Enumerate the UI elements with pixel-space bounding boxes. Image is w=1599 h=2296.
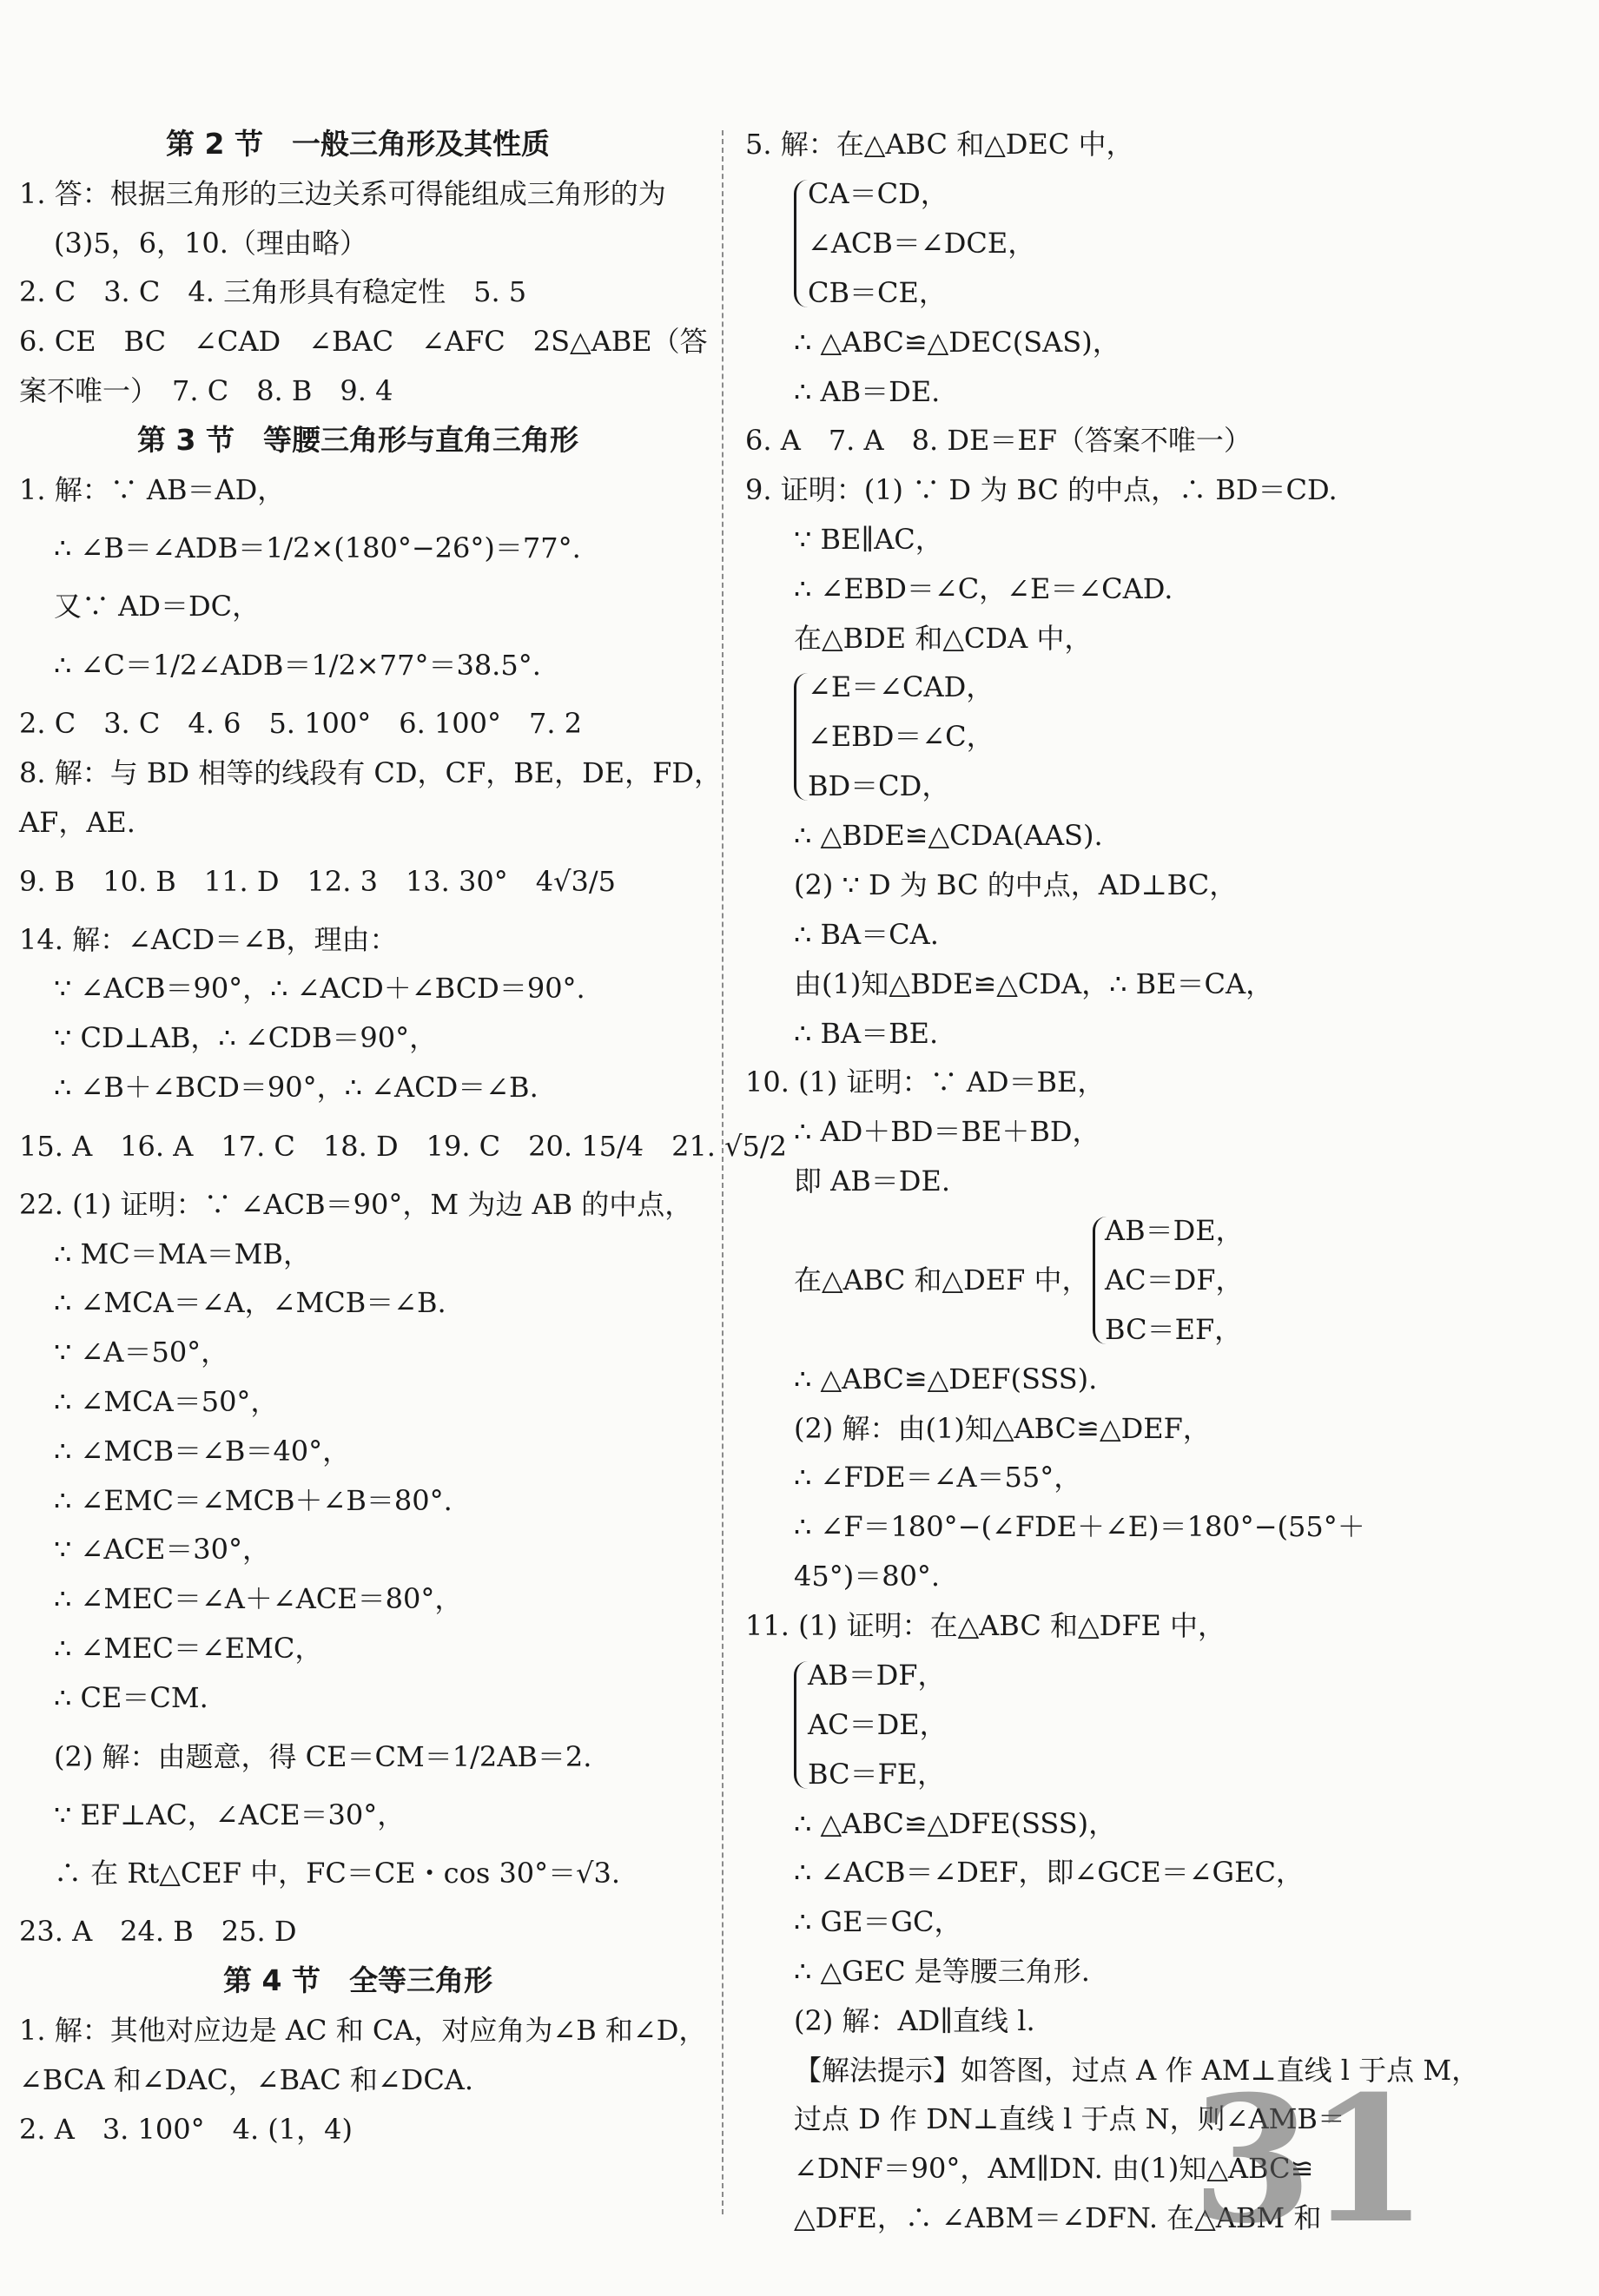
answer-line: ∴ ∠FDE＝∠A＝55°， [794,1461,1082,1494]
answer-line: △DFE，∴ ∠ABM＝∠DFN. 在△ABM 和 [794,2200,1322,2234]
answer-line: ∴ ∠B＋∠BCD＝90°，∴ ∠ACD＝∠B. [54,1070,539,1104]
answer-line: AF，AE. [19,805,135,839]
system-row: AB＝DE， [1105,1213,1244,1247]
answer-line: ∴ GE＝GC， [794,1905,962,1939]
answer-line: ∴ ∠MCB＝∠B＝40°， [54,1434,351,1468]
answer-line: 6. A 7. A 8. DE＝EF（答案不唯一） [745,424,1252,458]
answer-line: ∴ CE＝CM. [54,1680,208,1714]
answer-line: 9. B 10. B 11. D 12. 3 13. 30° 4√3/5 [19,864,616,898]
answer-line: ∵ CD⊥AB，∴ ∠CDB＝90°， [54,1021,438,1055]
answer-line: 23. A 24. B 25. D [19,1915,297,1949]
answer-line: 5. 解：在△ABC 和△DEC 中， [745,128,1134,161]
system-row: AC＝DE， [808,1707,948,1741]
answer-line: ∴ ∠MEC＝∠A＋∠ACE＝80°， [54,1582,463,1616]
answer-line: 22. (1) 证明：∵ ∠ACB＝90°，M 为边 AB 的中点， [19,1187,693,1221]
system-row: AB＝DF， [808,1658,946,1692]
answer-line: 1. 解：其他对应边是 AC 和 CA，对应角为∠B 和∠D， [19,2013,707,2047]
answer-line: 即 AB＝DE. [794,1164,950,1197]
right-column [745,120,1480,2262]
left-column [19,120,788,2154]
answer-line: ∴ MC＝MA＝MB， [54,1237,311,1270]
answer-line: 9. 证明：(1) ∵ D 为 BC 的中点，∴ BD＝CD. [745,473,1338,507]
answer-line: ∴ ∠MEC＝∠EMC， [54,1631,323,1665]
answer-line: 11. (1) 证明：在△ABC 和△DFE 中， [745,1608,1226,1642]
answer-line: ∴ ∠MCA＝50°， [54,1384,279,1418]
answer-line: 2. C 3. C 4. 三角形具有稳定性 5. 5 [19,275,527,309]
answer-line: 15. A 16. A 17. C 18. D 19. C 20. 15/4 21. √5/2 [19,1129,788,1163]
answer-line: ∴ △BDE≌△CDA(AAS). [794,819,1103,853]
answer-line: 10. (1) 证明：∵ AD＝BE， [745,1066,1106,1099]
equation-system [745,1651,1431,1799]
answer-line: ∴ △GEC 是等腰三角形. [794,1954,1090,1988]
answer-line: 案不唯一） 7. C 8. B 9. 4 [19,373,393,407]
section-heading: 第 2 节 一般三角形及其性质 [166,127,550,161]
system-row: BC＝EF， [1105,1312,1243,1346]
answer-line: ∵ ∠A＝50°， [54,1336,229,1369]
equation-system [745,1206,1431,1355]
system-row: BD＝CD， [808,769,950,803]
answer-line: ∴ ∠EBD＝∠C，∠E＝∠CAD. [794,571,1173,605]
answer-line: 1. 答：根据三角形的三边关系可得能组成三角形的为 [19,176,666,210]
answer-line: ∴ AD＋BD＝BE＋BD， [794,1115,1100,1149]
system-row: ∠E＝∠CAD， [808,670,994,704]
answer-line: (2) 解：由题意，得 CE＝CM＝1/2AB＝2. [54,1739,592,1773]
answer-line: 8. 解：与 BD 相等的线段有 CD，CF，BE，DE，FD， [19,755,722,789]
answer-line: ∴ ∠F＝180°−(∠FDE＋∠E)＝180°−(55°＋ [794,1510,1365,1544]
answer-line: 过点 D 作 DN⊥直线 l 于点 N，则∠AMB＝ [794,2102,1345,2136]
answer-line: ∴ AB＝DE. [794,374,941,408]
equation-system [745,169,1431,318]
answer-line: ∵ ∠ACB＝90°，∴ ∠ACD＋∠BCD＝90°. [54,972,585,1006]
answer-line: ∠DNF＝90°，AM∥DN. 由(1)知△ABC≌ [794,2152,1314,2186]
answer-line: ∴ △ABC≌△DEF(SSS). [794,1362,1098,1395]
system-row: ∠EBD＝∠C， [808,720,994,754]
section-heading: 第 3 节 等腰三角形与直角三角形 [137,422,578,457]
answer-line: (2) ∵ D 为 BC 的中点，AD⊥BC， [794,868,1238,902]
answer-line: (3)5，6，10.（理由略） [54,226,367,260]
answer-line: ∴ ∠C＝1/2∠ADB＝1/2×77°＝38.5°. [54,649,541,683]
system-row: AC＝DF， [1105,1263,1244,1296]
system-row: BC＝FE， [808,1757,946,1791]
answer-line: ∴ BA＝CA. [794,917,939,951]
answer-line: 2. A 3. 100° 4. (1，4) [19,2112,353,2146]
answer-line: 2. C 3. C 4. 6 5. 100° 6. 100° 7. 2 [19,707,583,741]
answer-line: 14. 解：∠ACD＝∠B，理由： [19,922,398,956]
answer-line: ∵ EF⊥AC，∠ACE＝30°， [54,1798,406,1831]
answer-line: (2) 解：由(1)知△ABC≌△DEF， [794,1411,1211,1445]
answer-line: 45°)＝80°. [794,1559,941,1593]
answer-line: ∴ BA＝BE. [794,1016,939,1050]
system-row: CA＝CD， [808,176,948,210]
answer-line: ∴ 在 Rt△CEF 中，FC＝CE・cos 30°＝√3. [54,1857,621,1890]
answer-line: 由(1)知△BDE≌△CDA，∴ BE＝CA， [794,967,1274,1000]
section-heading: 第 4 节 全等三角形 [223,1963,492,1998]
answer-line: ∠BCA 和∠DAC，∠BAC 和∠DCA. [19,2062,474,2096]
answer-line: ∴ ∠ACB＝∠DEF，即∠GCE＝∠GEC， [794,1856,1304,1890]
answer-line: ∴ ∠EMC＝∠MCB＋∠B＝80°. [54,1483,453,1517]
answer-line: ∵ ∠ACE＝30°， [54,1533,271,1567]
answer-line: ∴ △ABC≌△DFE(SSS)， [794,1806,1117,1840]
page-number: 31 [1192,2058,1424,2262]
answer-line: 在△BDE 和△CDA 中， [794,621,1093,655]
answer-line: ∴ ∠B＝∠ADB＝1/2×(180°−26°)＝77°. [54,531,581,565]
answer-line: 又∵ AD＝DC， [54,590,261,623]
answer-line: ∴ △ABC≌△DEC(SAS)， [794,325,1120,359]
system-row: ∠ACB＝∠DCE， [808,226,1036,260]
answer-line: 1. 解：∵ AB＝AD， [19,472,286,506]
system-row: CB＝CE， [808,275,947,309]
answer-line: (2) 解：AD∥直线 l. [794,2003,1035,2037]
system-label: 在△ABC 和△DEF 中， [794,1263,1090,1296]
answer-line: 6. CE BC ∠CAD ∠BAC ∠AFC 2S△ABE（答 [19,325,708,359]
column-divider [722,130,724,2214]
answer-line: ∴ ∠MCA＝∠A，∠MCB＝∠B. [54,1286,446,1320]
answer-line: ∵ BE∥AC， [794,522,943,556]
answer-line: 【解法提示】如答图，过点 A 作 AM⊥直线 l 于点 M， [794,2053,1480,2087]
equation-system [745,663,1431,811]
